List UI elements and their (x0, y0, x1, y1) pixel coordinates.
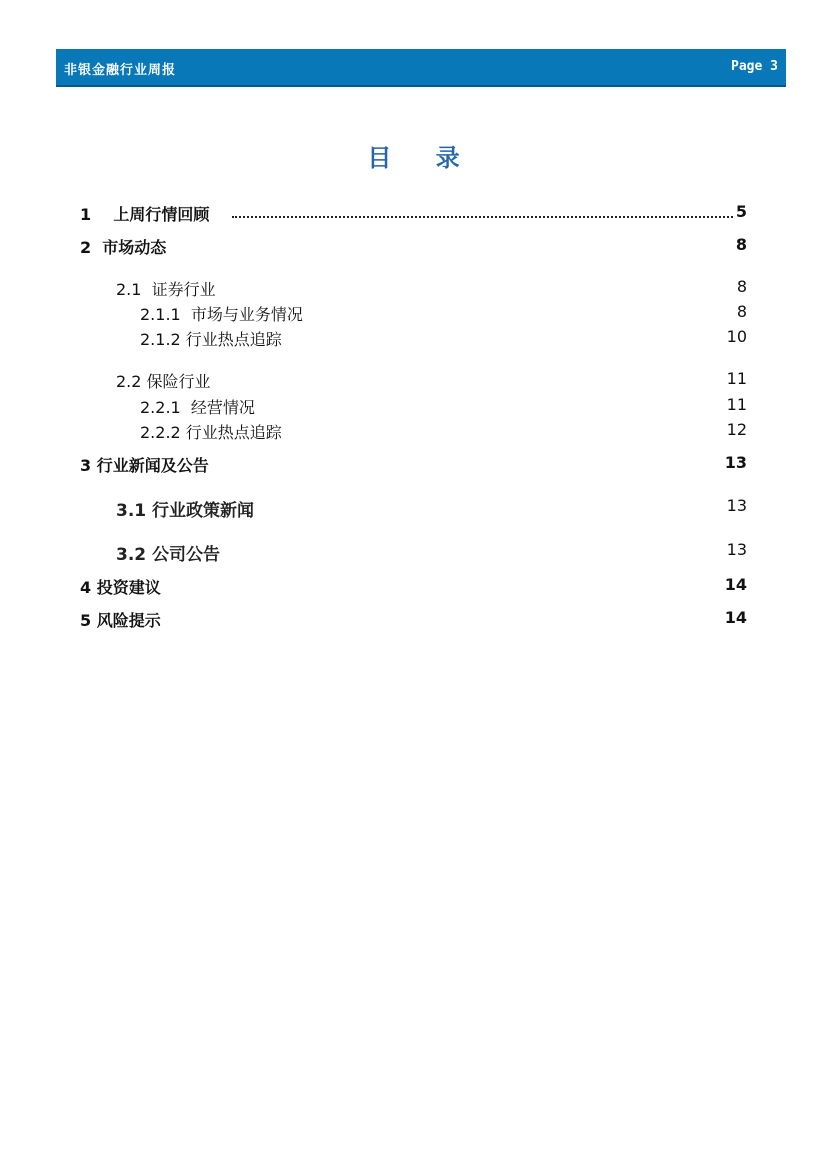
toc-entry-page: 11 (726, 369, 747, 388)
toc-entry-page: 11 (726, 395, 747, 414)
toc-entry-label: 2.2.1 经营情况 (140, 395, 257, 418)
toc-leader-dots (232, 216, 737, 218)
toc-entry-page: 13 (724, 453, 747, 472)
toc-entry-label: 3.2 公司公告 (116, 540, 222, 565)
toc-entry-page: 8 (736, 302, 747, 321)
toc-entry[interactable] (0, 575, 827, 597)
toc-entry-label: 5 风险提示 (80, 608, 163, 631)
page-header (56, 49, 786, 87)
toc-entry[interactable] (0, 277, 827, 299)
toc-entry-page: 12 (726, 420, 747, 439)
toc-entry-page: 8 (736, 277, 747, 296)
toc-entry-page: 14 (724, 608, 747, 627)
toc-entry[interactable] (0, 496, 827, 521)
toc-title: 目 录 (367, 144, 478, 172)
toc-entry[interactable] (0, 420, 827, 442)
toc-entry-page: 8 (735, 235, 747, 254)
toc-entry[interactable] (0, 608, 827, 630)
page-number: Page 3 (731, 59, 778, 74)
toc-entry[interactable] (0, 202, 827, 224)
toc-entry-page: 13 (726, 496, 747, 515)
toc-entry-label: 3.1 行业政策新闻 (116, 496, 256, 521)
toc-entry-page: 5 (735, 202, 747, 221)
toc-entry-label: 2.1 证券行业 (116, 277, 218, 300)
toc-entry-label: 1 上周行情回顾 (80, 202, 211, 225)
toc-entry-label: 2 市场动态 (80, 235, 168, 258)
toc-entry-page: 13 (726, 540, 747, 559)
toc-entry[interactable] (0, 395, 827, 417)
toc-entry-page: 14 (724, 575, 747, 594)
toc-entry[interactable] (0, 302, 827, 324)
toc-entry[interactable] (0, 369, 827, 391)
toc-entry-page: 10 (726, 327, 747, 346)
toc-entry-label: 2.2.2 行业热点追踪 (140, 420, 284, 443)
toc-entry[interactable] (0, 540, 827, 565)
toc-entry-label: 2.1.1 市场与业务情况 (140, 302, 305, 325)
toc-entry-label: 2.1.2 行业热点追踪 (140, 327, 284, 350)
toc-entry-label: 4 投资建议 (80, 575, 163, 598)
toc-entry[interactable] (0, 235, 827, 257)
toc-entry[interactable] (0, 327, 827, 349)
toc-entry-label: 2.2 保险行业 (116, 369, 213, 392)
report-title: 非银金融行业周报 (64, 63, 177, 78)
toc-entry-label: 3 行业新闻及公告 (80, 453, 211, 476)
toc-entry[interactable] (0, 453, 827, 475)
